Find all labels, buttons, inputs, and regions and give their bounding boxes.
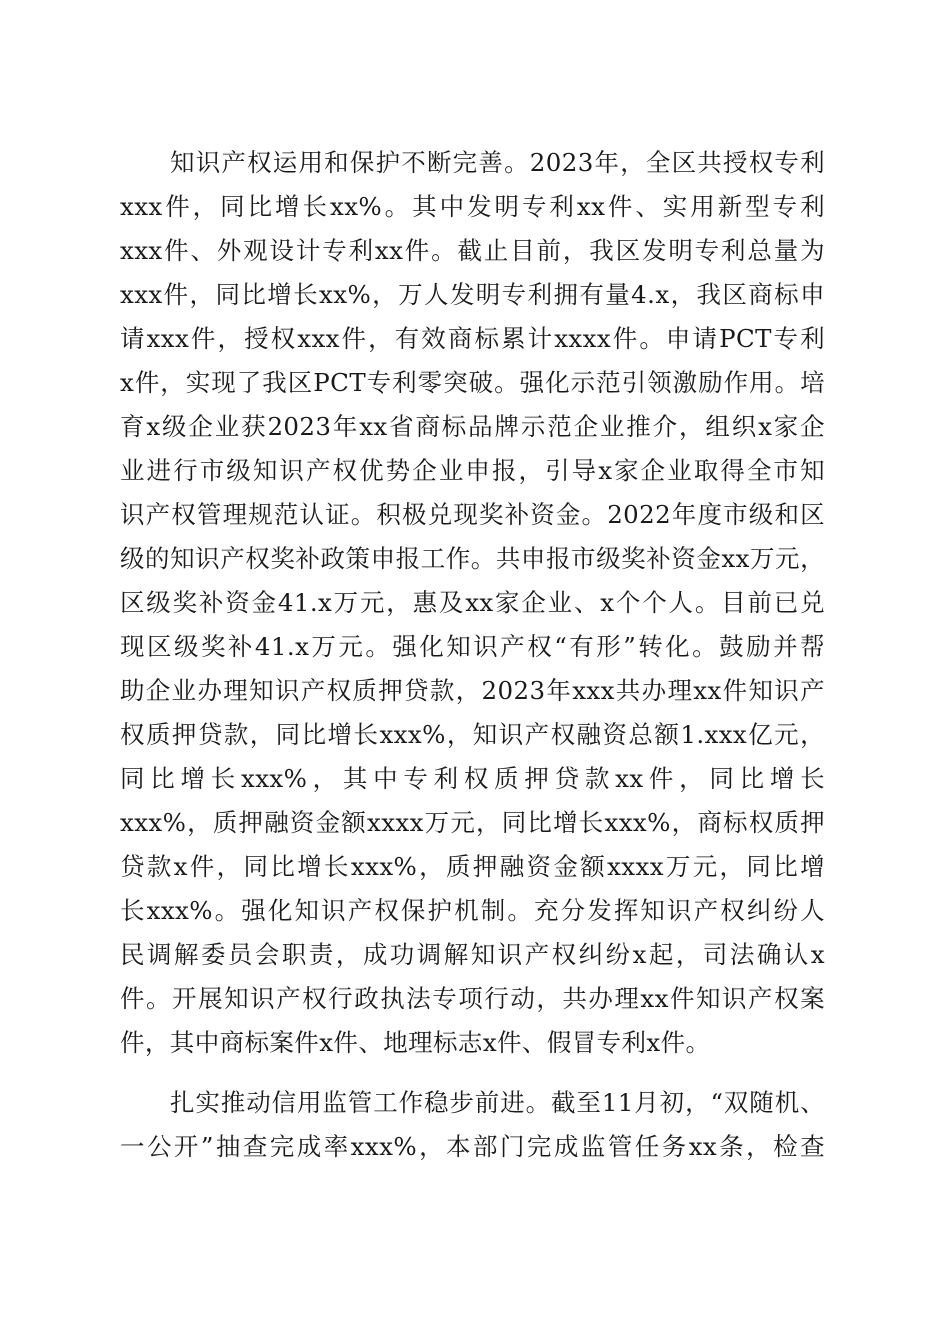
paragraph-line: 贷款x件，同比增长xxx%，质押融资金额xxxx万元，同比增 [120, 852, 825, 881]
paragraph-ip-protection [120, 141, 825, 1065]
paragraph-line: xxx件，同比增长xx%，万人发明专利拥有量4.x，我区商标申 [120, 280, 825, 309]
paragraph-line: 扎实推动信用监管工作稳步前进。截至11月初，“双随机、 [170, 1088, 825, 1117]
paragraph-line: 同比增长xxx%，其中专利权质押贷款xx件，同比增长 [120, 764, 825, 793]
paragraph-line: 级的知识产权奖补政策申报工作。共申报市级奖补资金xx万元， [120, 544, 825, 573]
paragraph-line: 长xxx%。强化知识产权保护机制。充分发挥知识产权纠纷人 [120, 896, 825, 925]
paragraph-line: 权质押贷款，同比增长xxx%，知识产权融资总额1.xxx亿元， [120, 720, 825, 749]
paragraph-line: 件。开展知识产权行政执法专项行动，共办理xx件知识产权案 [120, 984, 825, 1013]
paragraph-line: 业进行市级知识产权优势企业申报，引导x家企业取得全市知 [120, 456, 825, 485]
paragraph-line: 请xxx件，授权xxx件，有效商标累计xxxx件。申请PCT专利 [120, 324, 825, 353]
paragraph-line-last: 件，其中商标案件x件、地理标志x件、假冒专利x件。 [120, 1028, 711, 1057]
paragraph-line: 识产权管理规范认证。积极兑现奖补资金。2022年度市级和区 [120, 500, 825, 529]
paragraph-line: xxx%，质押融资金额xxxx万元，同比增长xxx%，商标权质押 [120, 808, 825, 837]
paragraph-line: 一公开”抽查完成率xxx%，本部门完成监管任务xx条，检查 [120, 1132, 825, 1161]
paragraph-line: 育x级企业获2023年xx省商标品牌示范企业推介，组织x家企 [120, 412, 825, 441]
paragraph-line: xxx件，同比增长xx%。其中发明专利xx件、实用新型专利 [120, 192, 825, 221]
paragraph-line: 助企业办理知识产权质押贷款，2023年xxx共办理xx件知识产 [120, 676, 825, 705]
paragraph-line: xxx件、外观设计专利xx件。截止目前，我区发明专利总量为 [120, 236, 825, 265]
paragraph-line: 现区级奖补41.x万元。强化知识产权“有形”转化。鼓励并帮 [120, 632, 825, 661]
paragraph-line: 知识产权运用和保护不断完善。2023年，全区共授权专利 [170, 148, 825, 177]
paragraph-credit-supervision [120, 1081, 825, 1169]
paragraph-line: 区级奖补资金41.x万元，惠及xx家企业、x个个人。目前已兑 [120, 588, 825, 617]
paragraph-line: x件，实现了我区PCT专利零突破。强化示范引领激励作用。培 [120, 368, 825, 397]
paragraph-line: 民调解委员会职责，成功调解知识产权纠纷x起，司法确认x [120, 940, 825, 969]
